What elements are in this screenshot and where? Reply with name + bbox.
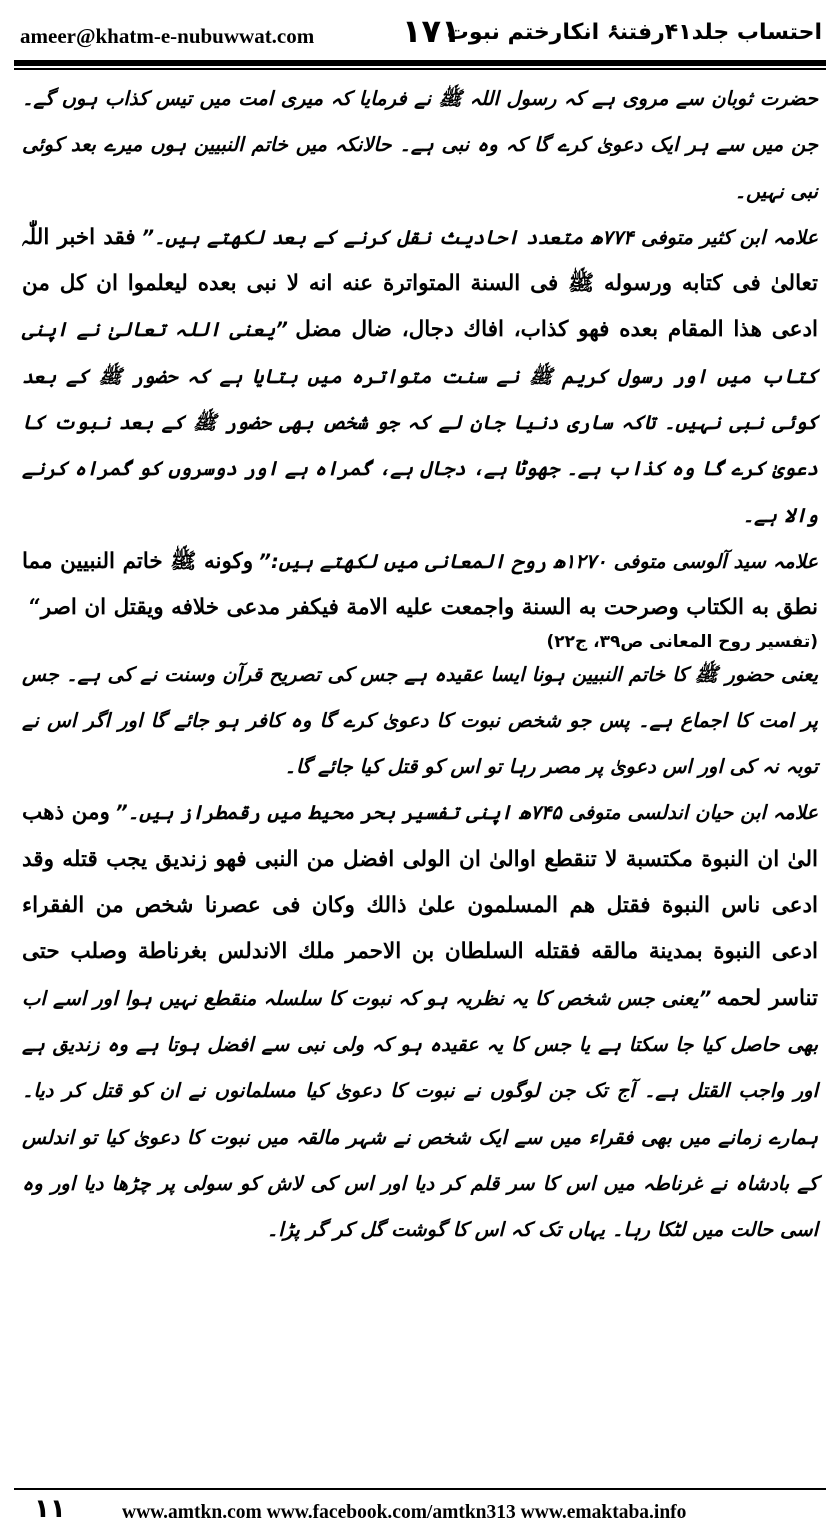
page-footer: [14, 1492, 826, 1532]
alusi-intro: علامہ سید آلوسی متوفی ۱۲۷۰ھ روح المعانی میں لکھتے ہیں:”: [258, 549, 819, 573]
page-body: [22, 76, 818, 1253]
footer-number: ۱۱: [34, 1494, 66, 1524]
ibn-kathir-translation: ”یعنی اللہ تعالیٰ نے اپنی کتاب میں اور رسول کریم ﷺ نے سنت متواترہ میں بتایا ہے کہ حضور ﷺ کے بعد کوئی نبی نہیں۔ تاکہ ساری دنیا جان لے کہ جو شخص بھی حضور ﷺ کے بعد نبوت کا دعویٰ کرے گا وہ کذاب ہے۔ جھوٹا ہے، دجال ہے، گمراہ ہے اور دوسروں کو گمراہ کرنے والا ہے۔: [22, 318, 818, 527]
header-page-number: ۱۷۱: [402, 12, 461, 50]
alusi-reference: (تفسیر روح المعانی ص۳۹، ج۲۲): [546, 631, 818, 652]
footer-links: www.amtkn.com www.facebook.com/amtkn313 www.emaktaba.info: [122, 1502, 687, 1523]
ibn-hayyan-intro: علامہ ابن حیان اندلسی متوفی ۷۴۵ھ اپنی تفسیر بحر محیط میں رقمطراز ہیں۔”: [115, 801, 818, 825]
ibn-kathir-arabic: فقد اخبر اللّٰہ تعالیٰ فی کتابه ورسوله ﷺ فی السنة المتواترة عنه انه لا نبی بعده لیعلموا ان کل من ادعی هذا المقام بعده فهو کذاب، افاك دجال، ضال مضل: [22, 224, 818, 343]
page-header: [14, 12, 826, 58]
ibn-kathir-intro: علامہ ابن کثیر متوفی ۷۷۴ھ متعدد احادیث نقل کرنے کے بعد لکھتے ہیں۔”: [141, 225, 818, 249]
footer-rule: [14, 1488, 826, 1490]
paragraph-ibn-hayyan: [22, 790, 818, 1253]
paragraph-alusi-translation: یعنی حضور ﷺ کا خاتم النبیین ہونا ایسا عقیدہ ہے جس کی تصریح قرآن وسنت نے کی ہے۔ جس پر امت کا اجماع ہے۔ پس جو شخص نبوت کا دعویٰ کرے گا وہ کافر ہو جائے گا اور اگر اس نے توبہ نہ کی اور اس دعویٰ پر مصر رہا تو اس کو قتل کیا جائے گا۔: [22, 662, 818, 779]
header-rule-thin: [14, 68, 826, 70]
header-email: ameer@khatm-e-nubuwwat.com: [20, 24, 315, 48]
ibn-hayyan-translation: ”یعنی جس شخص کا یہ نظریہ ہو کہ نبوت کا سلسلہ منقطع نہیں ہوا اور اسے اب بھی حاصل کیا جا سکتا ہے یا جس کا یہ عقیدہ ہو کہ ولی نبی سے افضل ہوتا ہے وہ زندیق ہے اور واجب القتل ہے۔ آج تک جن لوگوں نے نبوت کا دعویٰ کیا مسلمانوں نے ان کو قتل کر دیا۔ ہمارے زمانے میں بھی فقراء میں سے ایک شخص نے شہر مالقہ میں نبوت کا دعویٰ کیا تو اندلس کے بادشاہ نے غرناطہ میں اس کا سر قلم کر دیا اور اس کی لاش کو سولی پر چڑھا دیا اور وہ اسی حالت میں لٹکا رہا۔ یہاں تک کہ اس کا گوشت گل کر گر پڑا۔: [22, 986, 818, 1242]
paragraph-ibn-kathir: [22, 215, 818, 539]
paragraph-alusi: [22, 539, 818, 652]
paragraph-thoban-hadith: حضرت ثوبان سے مروی ہے کہ رسول اللہ ﷺ نے فرمایا کہ میری امت میں تیس کذاب ہوں گے۔ جن میں سے ہر ایک دعویٰ کرے گا کہ وہ نبی ہے۔ حالانکہ میں خاتم النبیین ہوں میرے بعد کوئی نبی نہیں۔: [22, 87, 818, 203]
ibn-hayyan-arabic: ومن ذهب الیٰ ان النبوة مکتسبة لا تنقطع اوالیٰ ان الولی افضل من النبی فهو زندیق یجب قتله وقد ادعی ناس النبوة فقتل هم المسلمون علیٰ ذالك وکان فی عصرنا شخص من الفقراء ادعی النبوة بمدینة مالقه فقتله السلطان بن الاحمر ملك الاندلس بغرناطة وصلب حتی تناسر لحمه: [22, 800, 818, 1011]
alusi-arabic: وکونه ﷺ خاتم النبیین مما نطق به الکتاب وصرحت به السنة واجمعت علیه الامة فیکفر مدعی خلافه ویقتل ان اصر“: [22, 548, 818, 621]
header-rule-thick: [14, 60, 826, 66]
header-book-info: احتساب جلد۴۱رفتنۂ انکارختم نبوت: [446, 20, 822, 45]
